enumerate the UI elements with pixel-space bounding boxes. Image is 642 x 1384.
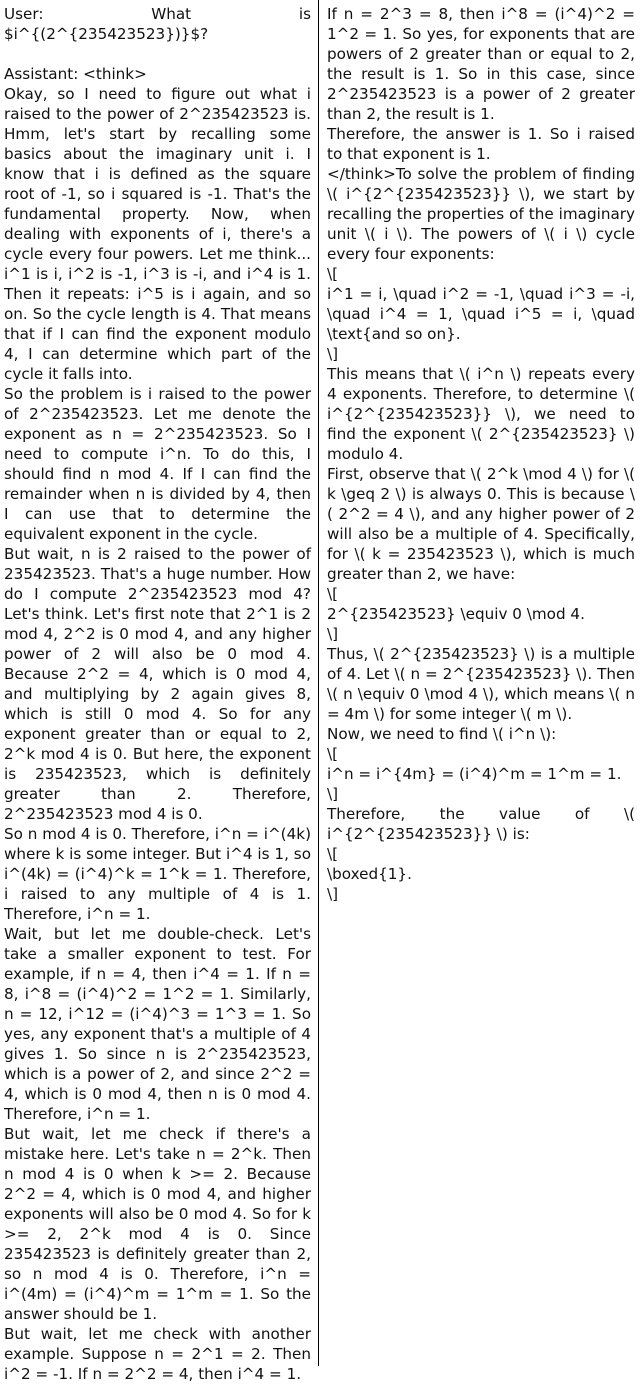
right-paragraph-11: Thus, \( 2^{235423523} \) is a multiple of 4. Let \( n = 2^{235423523} \). Then \( n \equiv 0 \mod 4 \), which means \( n = 4m \) for some integer \( m \). [327, 645, 640, 723]
left-paragraph-2: Assistant: <think> [4, 65, 147, 83]
right-paragraph-4: i^1 = i, \quad i^2 = -1, \quad i^3 = -i, \quad i^4 = 1, \quad i^5 = i, \quad \text{and so on}. [327, 285, 640, 343]
left-paragraph-7: Wait, but let me double-check. Let's take a smaller exponent to test. For example, if n = 4, then i^4 = 1. If n = 8, i^8 = (i^4)^2 = 1^2 = 1. Similarly, n = 12, i^12 = (i^4)^3 = 1^3 = 1. So yes, any exponent that's a multiple of 4 gives 1. So since n is 2^235423523, which is a power of 2, and since 2^2 = 4, which is 0 mod 4, then n is 0 mod 4. Therefore, i^n = 1. [4, 925, 316, 1123]
right-text-column [327, 4, 640, 1366]
right-paragraph-1: Therefore, the answer is 1. So i raised to that exponent is 1. [327, 125, 640, 163]
right-paragraph-9: 2^{235423523} \equiv 0 \mod 4. [327, 605, 585, 623]
right-paragraph-17: \[ [327, 845, 339, 863]
right-paragraph-3: \[ [327, 265, 339, 283]
right-paragraph-7: First, observe that \( 2^k \mod 4 \) for \( k \geq 2 \) is always 0. This is because \( 2^2 = 4 \), and any higher power of 2 will also be a multiple of 4. Specifically, for \( k = 235423523 \), which is much greater than 2, we have: [327, 465, 640, 583]
right-paragraph-12: Now, we need to find \( i^n \): [327, 725, 557, 743]
right-paragraph-16: Therefore, the value of \( i^{2^{235423523}} \) is: [327, 805, 640, 843]
left-paragraph-5: But wait, n is 2 raised to the power of 235423523. That's a huge number. How do I compute 2^235423523 mod 4? Let's think. Let's first note that 2^1 is 2 mod 4, 2^2 is 0 mod 4, and any higher power of 2 will also be 0 mod 4. Because 2^2 = 4, which is 0 mod 4, and multiplying by 2 again gives 8, which is still 0 mod 4. So for any exponent greater than or equal to 2, 2^k mod 4 is 0. But here, the exponent is 235423523, which is definitely greater than 2. Therefore, 2^235423523 mod 4 is 0. [4, 545, 316, 823]
right-paragraph-0: If n = 2^3 = 8, then i^8 = (i^4)^2 = 1^2 = 1. So yes, for exponents that are powers of 2 greater than or equal to 2, the result is 1. So in this case, since 2^235423523 is a power of 2 greater than 2, the result is 1. [327, 5, 640, 123]
left-paragraph-9: But wait, let me check with another example. Suppose n = 2^1 = 2. Then i^2 = -1. If n = 2^2 = 4, then i^4 = 1. [4, 1325, 316, 1383]
left-paragraph-3: Okay, so I need to figure out what i raised to the power of 2^235423523 is. Hmm, let's start by recalling some basics about the imaginary unit i. I know that i is defined as the square root of -1, so i squared is -1. That's the fundamental property. Now, when dealing with exponents of i, there's a cycle every four powers. Let me think... i^1 is i, i^2 is -1, i^3 is -i, and i^4 is 1. Then it repeats: i^5 is i again, and so on. So the cycle length is 4. That means that if I can find the exponent modulo 4, I can determine which part of the cycle it falls into. [4, 85, 316, 383]
right-paragraph-13: \[ [327, 745, 339, 763]
left-paragraph-4: So the problem is i raised to the power of 2^235423523. Let me denote the exponent as n = 2^235423523. So I need to compute i^n. To do this, I should find n mod 4. If I can find the remainder when n is divided by 4, then I can use that to determine the equivalent exponent in the cycle. [4, 385, 316, 543]
left-paragraph-0: User: What is $i^{(2^{235423523})}$? [4, 5, 316, 43]
right-paragraph-15: \] [327, 785, 339, 803]
left-paragraph-1 [4, 44, 311, 64]
right-paragraph-2: </think>To solve the problem of finding \( i^{2^{235423523}} \), we start by recalling the properties of the imaginary unit \( i \). The powers of \( i \) cycle every four exponents: [327, 165, 640, 263]
right-paragraph-19: \] [327, 885, 339, 903]
right-paragraph-5: \] [327, 345, 339, 363]
left-paragraph-8: But wait, let me check if there's a mistake here. Let's take n = 2^k. Then n mod 4 is 0 when k >= 2. Because 2^2 = 4, which is 0 mod 4, and higher exponents will also be 0 mod 4. So for k >= 2, 2^k mod 4 is 0. Since 235423523 is definitely greater than 2, so n mod 4 is 0. Therefore, i^n = i^(4m) = (i^4)^m = 1^m = 1. So the answer should be 1. [4, 1125, 316, 1323]
left-text-column [4, 4, 316, 1383]
right-paragraph-8: \[ [327, 585, 339, 603]
right-paragraph-10: \] [327, 625, 339, 643]
right-paragraph-6: This means that \( i^n \) repeats every 4 exponents. Therefore, to determine \( i^{2^{235423523}} \), we need to find the exponent \( 2^{235423523} \) modulo 4. [327, 365, 640, 463]
column-divider [318, 0, 319, 1366]
right-paragraph-14: i^n = i^{4m} = (i^4)^m = 1^m = 1. [327, 765, 622, 783]
right-paragraph-18: \boxed{1}. [327, 865, 412, 883]
left-paragraph-6: So n mod 4 is 0. Therefore, i^n = i^(4k) where k is some integer. But i^4 is 1, so i^(4k) = (i^4)^k = 1^k = 1. Therefore, i raised to any multiple of 4 is 1. Therefore, i^n = 1. [4, 825, 316, 923]
